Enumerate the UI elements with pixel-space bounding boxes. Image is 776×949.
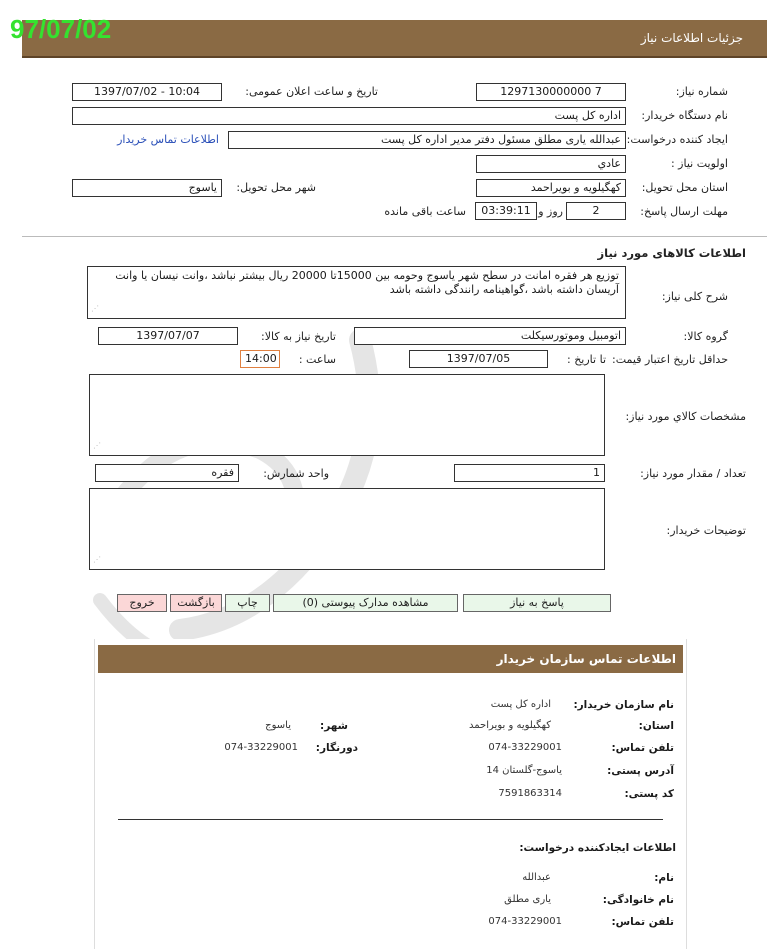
province-label: استان محل تحویل: — [641, 181, 728, 194]
creator-field: عبدالله یاری مطلق مسئول دفتر مدیر اداره کل پست — [228, 131, 626, 149]
buyer-org-field: اداره کل پست — [72, 107, 626, 125]
announce-datetime-field: 1397/07/02 - 10:04 — [72, 83, 222, 101]
deadline-label: مهلت ارسال پاسخ: — [640, 205, 728, 218]
until-date-field: 1397/07/05 — [409, 350, 548, 368]
fax-value: 074-33229001 — [224, 742, 298, 753]
priority-label: اولویت نیاز : — [670, 157, 728, 170]
view-attachments-button[interactable]: مشاهده مدارک پیوستی (0) — [273, 594, 458, 612]
phone-label: تلفن تماس: — [611, 742, 674, 754]
summary-label: شرح کلی نیاز: — [661, 290, 728, 303]
province-card-value: کهگیلویه و بویراحمد — [469, 720, 551, 731]
city-field: یاسوج — [72, 179, 222, 197]
quantity-field: 1 — [454, 464, 605, 482]
resize-grip-icon: ⋰ — [93, 555, 101, 564]
unit-label: واحد شمارش: — [263, 467, 329, 480]
print-button[interactable]: چاپ — [225, 594, 270, 612]
buyer-contact-link[interactable]: اطلاعات تماس خریدار — [117, 133, 219, 146]
postal-code-label: کد پستی: — [624, 788, 674, 800]
requester-name-label: نام: — [654, 872, 674, 884]
time-label: ساعت : — [298, 353, 336, 366]
province-card-label: استان: — [638, 720, 674, 732]
summary-text: توزیع هر فقره امانت در سطح شهر یاسوج وحومه بین 15000تا 20000 ریال بیشتر نباشد ،وانت نیسان یا وانت آریسان داشته باشد ،گواهینامه رانندگی داشته باشد — [115, 269, 619, 296]
city-label: شهر محل تحویل: — [236, 181, 316, 194]
requester-phone-value: 074-33229001 — [488, 916, 562, 927]
time-field: 14:00 — [240, 350, 280, 368]
date-stamp: 97/07/02 — [10, 14, 112, 44]
deadline-time-field: 03:39:11 — [475, 202, 537, 220]
goods-group-field: اتومبیل وموتورسیکلت — [354, 327, 626, 345]
requester-family-label: نام خانوادگی: — [602, 894, 674, 906]
page-title: جزئیات اطلاعات نیاز — [640, 31, 743, 45]
need-number-field: 1297130000000 7 — [476, 83, 626, 101]
goods-section-title: اطلاعات کالاهای مورد نیاز — [597, 246, 746, 260]
requester-section-title: اطلاعات ایجادکننده درخواست: — [519, 842, 676, 854]
need-number-label: شماره نیاز: — [675, 85, 728, 98]
quantity-label: تعداد / مقدار مورد نیاز: — [640, 467, 746, 480]
min-valid-label: حداقل تاریخ اعتبار قیمت: — [612, 353, 728, 366]
goods-section-divider — [22, 236, 767, 237]
contact-card-title: اطلاعات تماس سازمان خریدار — [496, 652, 676, 666]
province-field: کهگیلویه و بویراحمد — [476, 179, 626, 197]
until-date-label: تا تاریخ : — [567, 353, 606, 366]
resize-grip-icon: ⋰ — [93, 441, 101, 450]
requester-phone-label: تلفن تماس: — [611, 916, 674, 928]
postal-code-value: 7591863314 — [498, 788, 562, 799]
days-word: روز و — [538, 205, 563, 218]
card-divider — [118, 819, 663, 820]
need-date-field: 1397/07/07 — [98, 327, 238, 345]
creator-label: ایجاد کننده درخواست: — [626, 133, 728, 146]
deadline-days-field: 2 — [566, 202, 626, 220]
goods-group-label: گروه کالا: — [683, 330, 728, 343]
back-button[interactable]: بازگشت — [170, 594, 222, 612]
specs-textarea — [89, 374, 605, 456]
announce-datetime-label: تاریخ و ساعت اعلان عمومی: — [245, 85, 378, 98]
buyer-notes-label: توضیحات خریدار: — [666, 524, 746, 537]
org-name-value: اداره کل پست — [490, 699, 551, 710]
fax-label: دورنگار: — [315, 742, 358, 754]
priority-field: عادي — [476, 155, 626, 173]
exit-button[interactable]: خروج — [117, 594, 167, 612]
contact-card — [94, 639, 687, 949]
city-card-label: شهر: — [320, 720, 348, 732]
resize-grip-icon: ⋰ — [91, 304, 99, 313]
city-card-value: یاسوج — [265, 720, 291, 731]
buyer-notes-textarea — [89, 488, 605, 570]
buyer-org-label: نام دستگاه خریدار: — [641, 109, 728, 122]
remaining-word: ساعت باقی مانده — [384, 205, 466, 218]
summary-textarea — [87, 266, 626, 319]
requester-name-value: عبدالله — [522, 872, 551, 883]
specs-label: مشخصات کالاي مورد نياز: — [625, 410, 746, 423]
address-label: آدرس پستی: — [607, 765, 674, 777]
org-name-label: نام سازمان خریدار: — [573, 699, 674, 711]
requester-family-value: یاری مطلق — [504, 894, 551, 905]
reply-button[interactable]: پاسخ به نیاز — [463, 594, 611, 612]
need-date-label: تاریخ نیاز به کالا: — [261, 330, 336, 343]
address-value: یاسوج-گلستان 14 — [486, 765, 562, 776]
unit-field: فقره — [95, 464, 239, 482]
phone-value: 074-33229001 — [488, 742, 562, 753]
